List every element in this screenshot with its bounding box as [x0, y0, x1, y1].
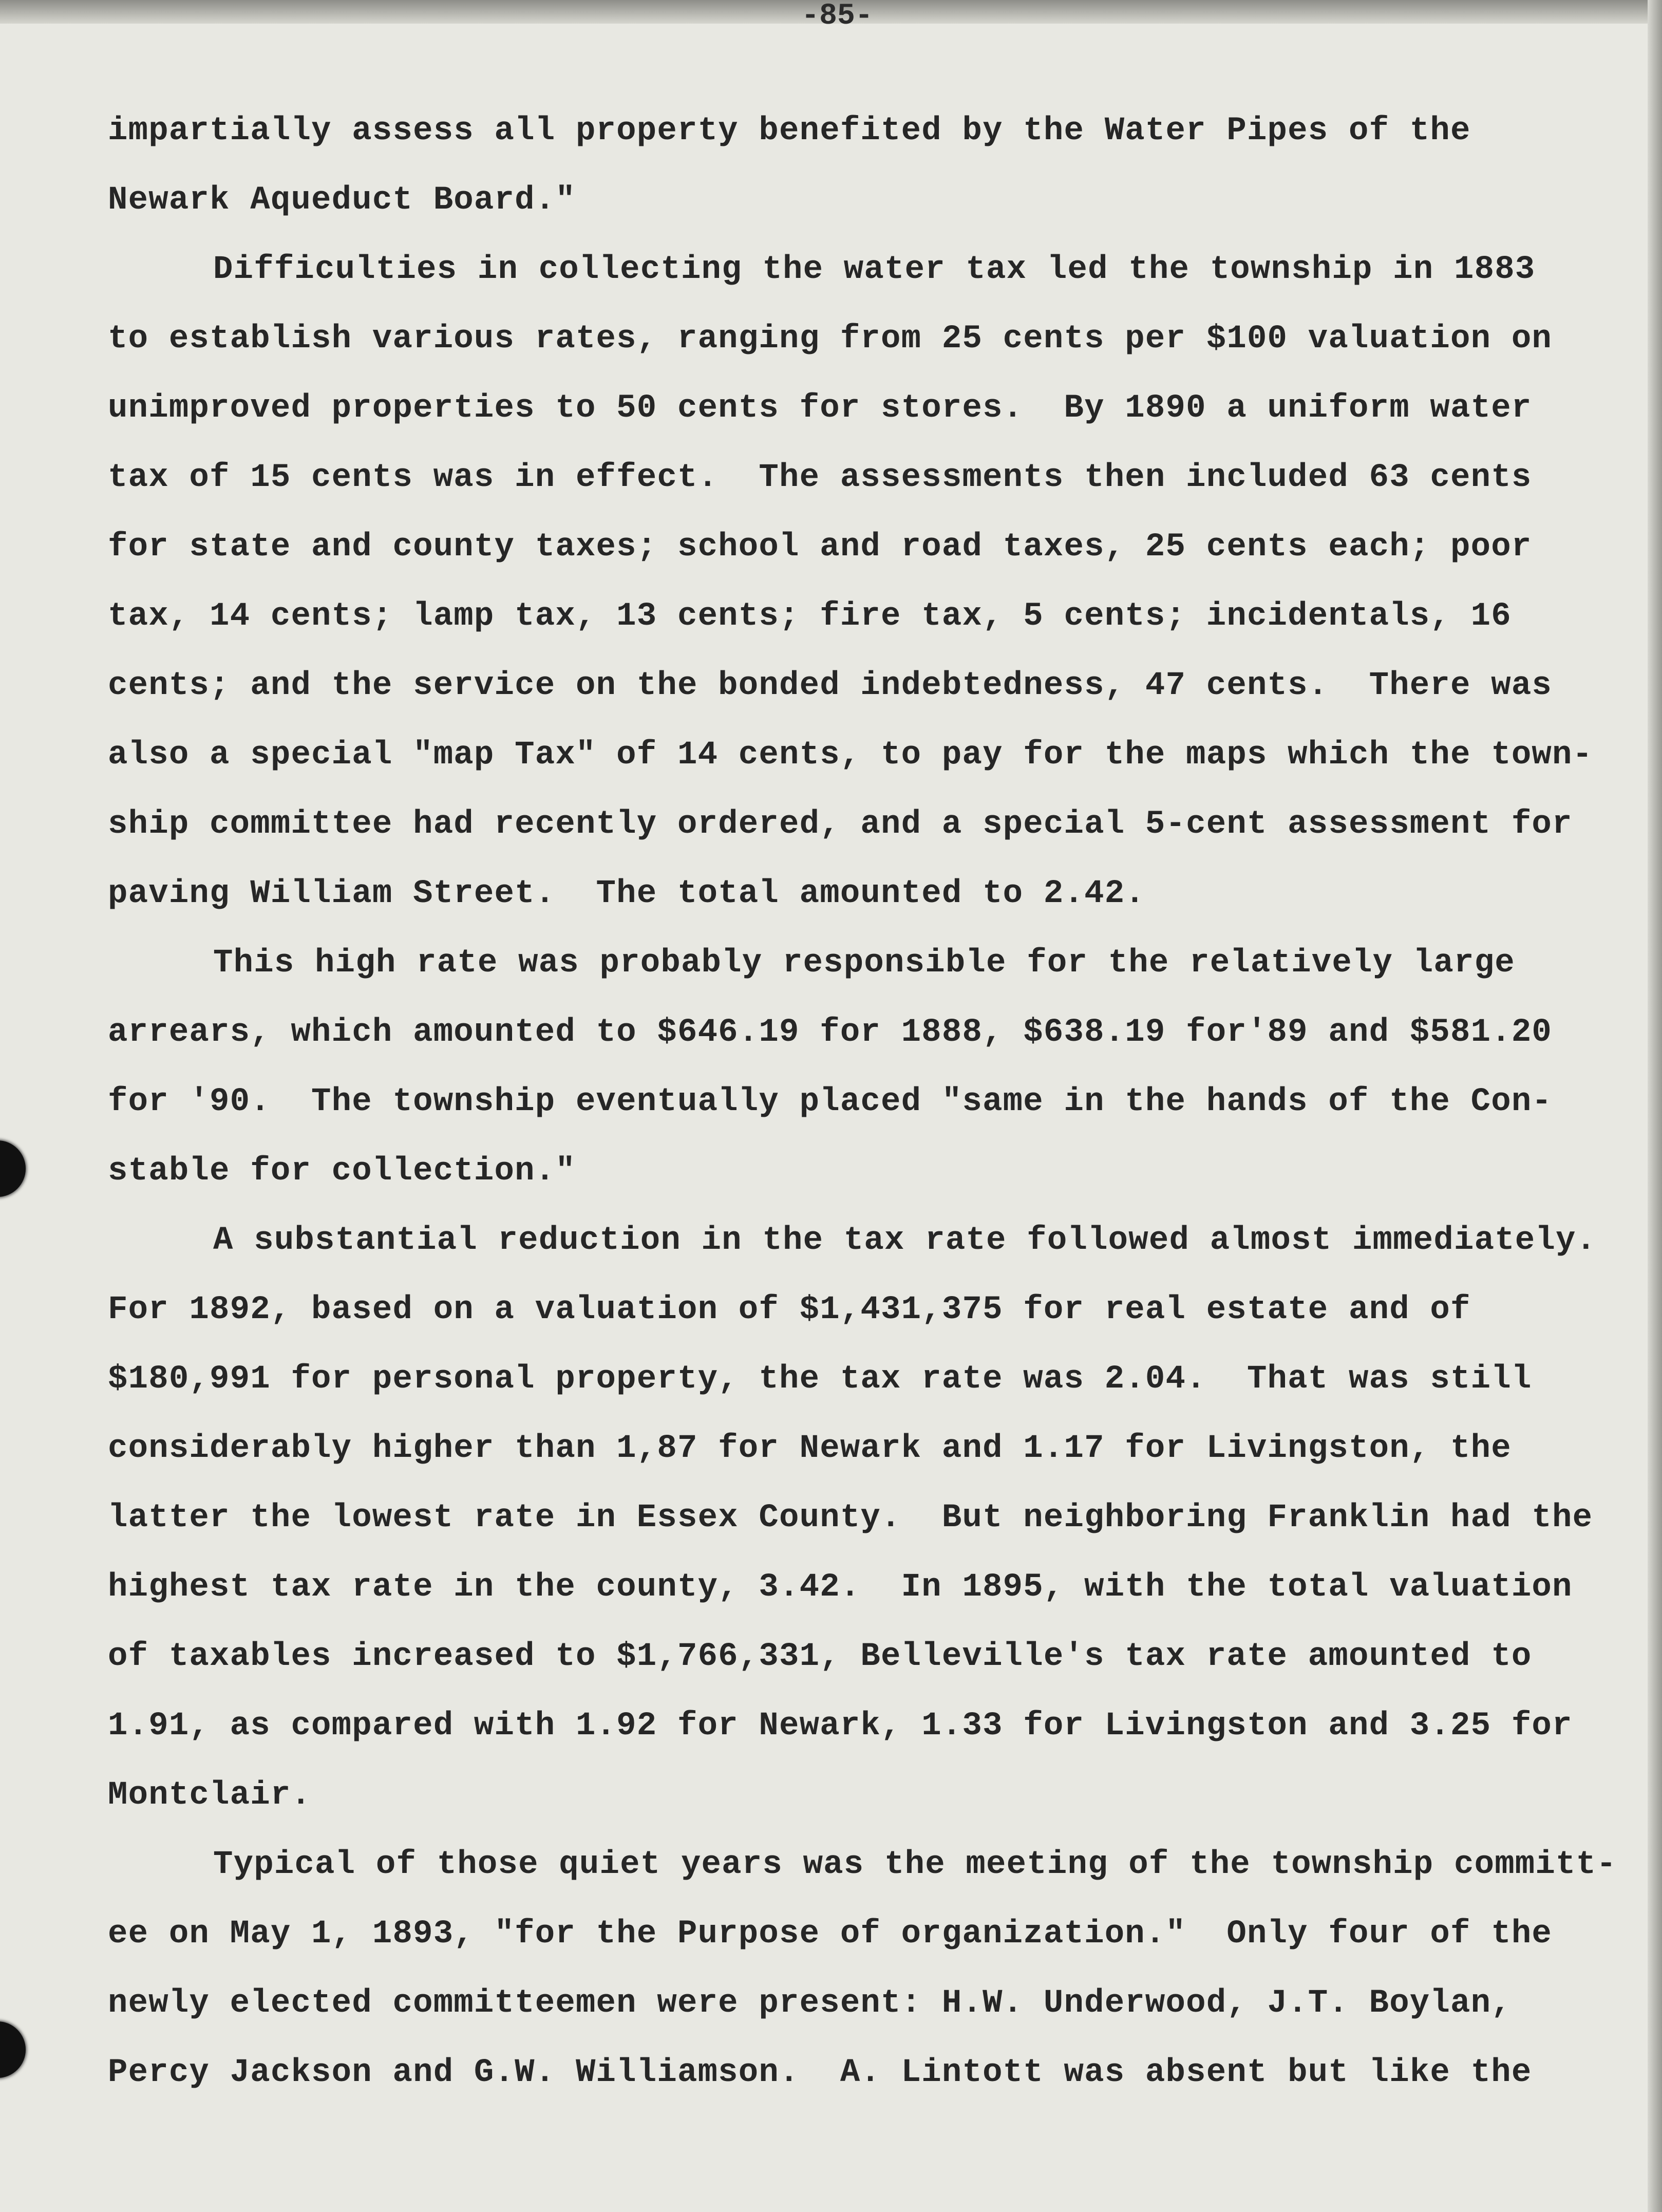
- text-line: for '90. The township eventually placed "same in the hands of the Con-: [108, 1083, 1553, 1120]
- body-text: [108, 97, 1628, 2108]
- text-line: to establish various rates, ranging from 25 cents per $100 valuation on: [108, 321, 1553, 358]
- text-line: also a special "map Tax" of 14 cents, to pay for the maps which the town-: [108, 737, 1593, 774]
- text-line: considerably higher than 1,87 for Newark and 1.17 for Livingston, the: [108, 1430, 1512, 1467]
- paragraph-start-line: Typical of those quiet years was the meeting of the township committ-: [213, 1846, 1617, 1883]
- text-line: tax, 14 cents; lamp tax, 13 cents; fire tax, 5 cents; incidentals, 16: [108, 598, 1512, 635]
- binder-hole-lower: [0, 2021, 26, 2078]
- binder-hole-upper: [0, 1140, 26, 1197]
- text-line: impartially assess all property benefited by the Water Pipes of the: [108, 113, 1471, 149]
- text-line: arrears, which amounted to $646.19 for 1888, $638.19 for'89 and $581.20: [108, 1014, 1553, 1051]
- text-line: ee on May 1, 1893, "for the Purpose of organization." Only four of the: [108, 1916, 1553, 1953]
- text-line: tax of 15 cents was in effect. The assessments then included 63 cents: [108, 459, 1532, 496]
- text-line: stable for collection.": [108, 1153, 576, 1190]
- text-line: $180,991 for personal property, the tax rate was 2.04. That was still: [108, 1361, 1532, 1398]
- text-line: 1.91, as compared with 1.92 for Newark, 1.33 for Livingston and 3.25 for: [108, 1708, 1573, 1745]
- text-line: of taxables increased to $1,766,331, Belleville's tax rate amounted to: [108, 1638, 1532, 1675]
- text-line: unimproved properties to 50 cents for stores. By 1890 a uniform water: [108, 390, 1532, 427]
- text-line: latter the lowest rate in Essex County. But neighboring Franklin had the: [108, 1499, 1593, 1536]
- paragraph-start-line: Difficulties in collecting the water tax led the township in 1883: [213, 251, 1536, 288]
- paragraph-start-line: This high rate was probably responsible for the relatively large: [213, 945, 1515, 982]
- text-line: highest tax rate in the county, 3.42. In 1895, with the total valuation: [108, 1569, 1573, 1606]
- text-line: For 1892, based on a valuation of $1,431,375 for real estate and of: [108, 1291, 1471, 1328]
- paragraph-start-line: A substantial reduction in the tax rate followed almost immediately.: [213, 1222, 1597, 1259]
- text-line: for state and county taxes; school and road taxes, 25 cents each; poor: [108, 529, 1532, 566]
- text-line: Newark Aqueduct Board.": [108, 182, 576, 219]
- text-line: newly elected committeemen were present: H.W. Underwood, J.T. Boylan,: [108, 1985, 1512, 2022]
- page-number: -85-: [801, 0, 873, 33]
- text-line: Montclair.: [108, 1777, 312, 1814]
- text-line: Percy Jackson and G.W. Williamson. A. Lintott was absent but like the: [108, 2054, 1532, 2091]
- text-line: ship committee had recently ordered, and a special 5-cent assessment for: [108, 806, 1573, 843]
- text-line: paving William Street. The total amounted to 2.42.: [108, 875, 1145, 912]
- text-line: cents; and the service on the bonded indebtedness, 47 cents. There was: [108, 667, 1553, 704]
- scan-right-edge: [1648, 0, 1662, 2212]
